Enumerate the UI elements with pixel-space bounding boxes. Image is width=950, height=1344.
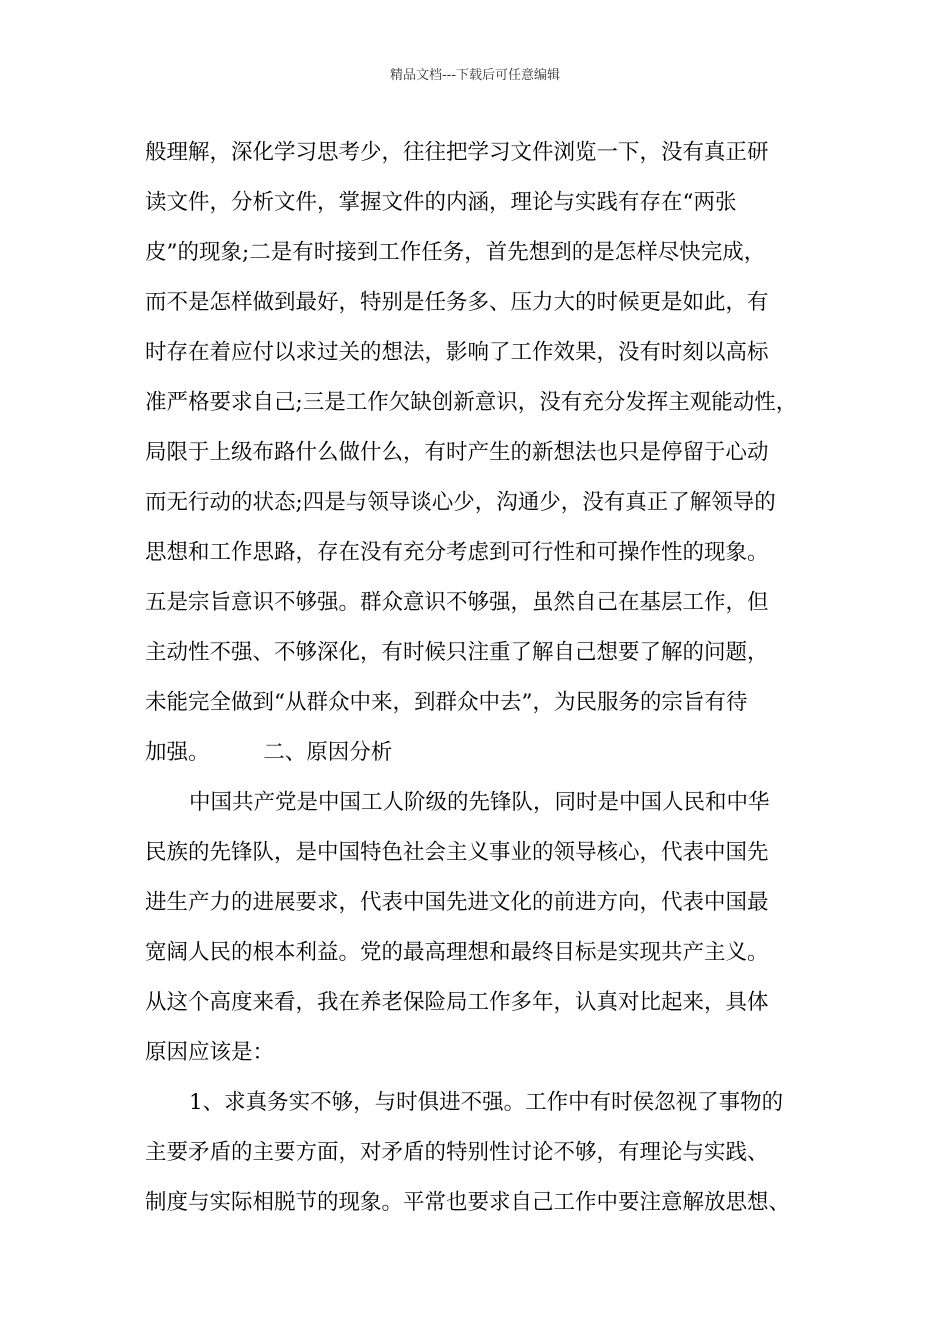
text-line: 主要矛盾的主要方面，对矛盾的特别性讨论不够，有理论与实践、 bbox=[145, 1140, 769, 1165]
text-line: 准严格要求自己;三是工作欠缺创新意识，没有充分发挥主观能动性， bbox=[145, 390, 798, 415]
paragraph-start-line: 中国共产党是中国工人阶级的先锋队，同时是中国人民和中华 bbox=[189, 790, 770, 815]
text-line: 进生产力的进展要求，代表中国先进文化的前进方向，代表中国最 bbox=[145, 890, 769, 915]
text-line: 局限于上级布路什么做什么，有时产生的新想法也只是停留于心动 bbox=[145, 440, 769, 465]
text-line: 制度与实际相脱节的现象。平常也要求自己工作中要注意解放思想、 bbox=[145, 1190, 791, 1215]
text-line: 未能完全做到“从群众中来，到群众中去”，为民服务的宗旨有待 bbox=[145, 690, 748, 715]
text-line: 时存在着应付以求过关的想法，影响了工作效果，没有时刻以高标 bbox=[145, 340, 769, 365]
text-line: 宽阔人民的根本利益。党的最高理想和最终目标是实现共产主义。 bbox=[145, 940, 769, 965]
text-line: 而无行动的状态;四是与领导谈心少，沟通少，没有真正了解领导的 bbox=[145, 490, 776, 515]
text-line: 原因应该是： bbox=[145, 1040, 275, 1065]
text-line: 读文件，分析文件，掌握文件的内涵，理论与实践有存在“两张 bbox=[145, 190, 737, 215]
text-line: 般理解，深化学习思考少，往往把学习文件浏览一下，没有真正研 bbox=[145, 140, 769, 165]
text-line: 思想和工作思路，存在没有充分考虑到可行性和可操作性的现象。 bbox=[145, 540, 769, 565]
text-line: 五是宗旨意识不够强。群众意识不够强，虽然自己在基层工作，但 bbox=[145, 590, 769, 615]
text-line: 皮”的现象;二是有时接到工作任务，首先想到的是怎样尽快完成， bbox=[145, 240, 766, 265]
text-line: 而不是怎样做到最好，特别是任务多、压力大的时候更是如此，有 bbox=[145, 290, 769, 315]
body-text bbox=[145, 128, 825, 1228]
section-heading-line: 加强。 二、原因分析 bbox=[145, 740, 393, 765]
text-line: 从这个高度来看，我在养老保险局工作多年，认真对比起来，具体 bbox=[145, 990, 769, 1015]
text-line: 主动性不强、不够深化，有时候只注重了解自己想要了解的问题， bbox=[145, 640, 769, 665]
text-line: 民族的先锋队，是中国特色社会主义事业的领导核心，代表中国先 bbox=[145, 840, 769, 865]
numbered-item-start-line: 1、求真务实不够，与时俱进不强。工作中有时侯忽视了事物的 bbox=[189, 1090, 784, 1115]
page-header: 精品文档---下载后可任意编辑 bbox=[389, 68, 561, 83]
